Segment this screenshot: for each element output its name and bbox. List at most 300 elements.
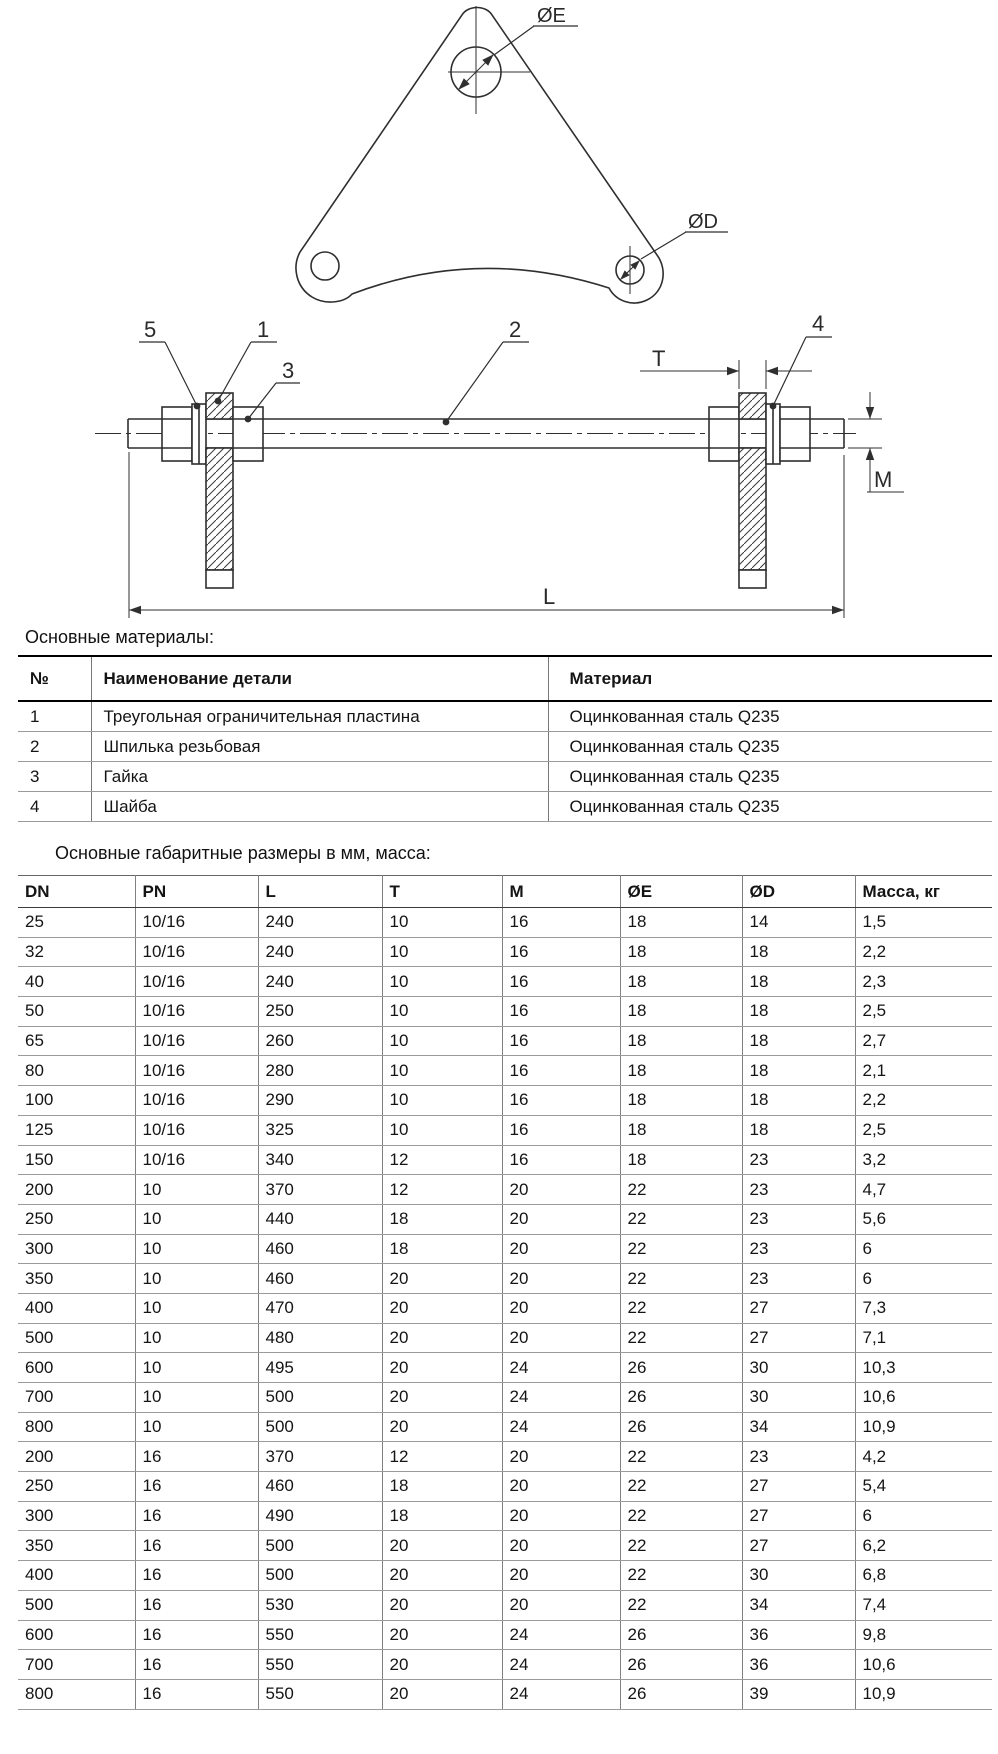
cell: 10/16 bbox=[135, 1026, 258, 1056]
cell: 2,5 bbox=[855, 1115, 992, 1145]
table-row bbox=[18, 1264, 992, 1294]
part-label-1: 1 bbox=[257, 317, 270, 342]
cell: 250 bbox=[18, 1204, 135, 1234]
cell: 800 bbox=[18, 1679, 135, 1709]
cell: Шайба bbox=[91, 792, 548, 822]
cell: 20 bbox=[502, 1531, 620, 1561]
cell: 280 bbox=[258, 1056, 382, 1086]
cell: 26 bbox=[620, 1620, 742, 1650]
cell: 495 bbox=[258, 1353, 382, 1383]
cell: 10/16 bbox=[135, 967, 258, 997]
cell: 500 bbox=[258, 1531, 382, 1561]
cell: 16 bbox=[135, 1590, 258, 1620]
table-row bbox=[18, 1620, 992, 1650]
right-washer bbox=[766, 404, 780, 464]
cell: 500 bbox=[18, 1323, 135, 1353]
cell: 6 bbox=[855, 1501, 992, 1531]
cell: 16 bbox=[502, 1086, 620, 1116]
cell: 700 bbox=[18, 1383, 135, 1413]
cell: 20 bbox=[502, 1501, 620, 1531]
cell: 10 bbox=[135, 1323, 258, 1353]
hole-left bbox=[311, 252, 339, 280]
cell: 20 bbox=[502, 1561, 620, 1591]
cell: 9,8 bbox=[855, 1620, 992, 1650]
table-row bbox=[18, 1175, 992, 1205]
table-row bbox=[18, 1353, 992, 1383]
cell: 27 bbox=[742, 1293, 855, 1323]
cell: 20 bbox=[382, 1679, 502, 1709]
cell: 2,7 bbox=[855, 1026, 992, 1056]
cell: 16 bbox=[135, 1531, 258, 1561]
cell: 490 bbox=[258, 1501, 382, 1531]
table-row bbox=[18, 1412, 992, 1442]
cell: 20 bbox=[382, 1590, 502, 1620]
cell: 18 bbox=[382, 1472, 502, 1502]
table-row bbox=[18, 967, 992, 997]
cell: 22 bbox=[620, 1472, 742, 1502]
cell: 480 bbox=[258, 1323, 382, 1353]
cell: Оцинкованная сталь Q235 bbox=[548, 701, 992, 732]
cell: 18 bbox=[620, 1086, 742, 1116]
cell: 34 bbox=[742, 1412, 855, 1442]
cell: 32 bbox=[18, 937, 135, 967]
cell: 65 bbox=[18, 1026, 135, 1056]
cell: 10 bbox=[382, 908, 502, 938]
table-row bbox=[18, 1086, 992, 1116]
cell: 20 bbox=[382, 1620, 502, 1650]
cell: 18 bbox=[742, 997, 855, 1027]
table-row bbox=[18, 1323, 992, 1353]
cell: 2,1 bbox=[855, 1056, 992, 1086]
materials-header-row bbox=[18, 656, 992, 701]
left-outer-nut bbox=[162, 407, 192, 461]
cell: 50 bbox=[18, 997, 135, 1027]
top-view-triangular-plate bbox=[296, 5, 728, 303]
dimensions-table bbox=[18, 875, 992, 1710]
table-row bbox=[18, 1115, 992, 1145]
cell: 550 bbox=[258, 1650, 382, 1680]
cell: 200 bbox=[18, 1175, 135, 1205]
cell: 10 bbox=[382, 1026, 502, 1056]
dim-t-label: T bbox=[652, 346, 666, 371]
cell: 440 bbox=[258, 1204, 382, 1234]
cell: 18 bbox=[620, 908, 742, 938]
table-row bbox=[18, 908, 992, 938]
part-label-2: 2 bbox=[509, 317, 522, 342]
cell: 24 bbox=[502, 1412, 620, 1442]
left-inner-nut bbox=[233, 407, 263, 461]
cell: 16 bbox=[135, 1650, 258, 1680]
cell: 20 bbox=[502, 1175, 620, 1205]
cell: 16 bbox=[502, 1026, 620, 1056]
materials-table bbox=[18, 655, 992, 822]
cell: 550 bbox=[258, 1679, 382, 1709]
cell: 6,2 bbox=[855, 1531, 992, 1561]
cell: 500 bbox=[258, 1383, 382, 1413]
cell: 7,4 bbox=[855, 1590, 992, 1620]
cell: 2,2 bbox=[855, 937, 992, 967]
cell: 24 bbox=[502, 1383, 620, 1413]
cell: 18 bbox=[620, 1145, 742, 1175]
cell: 12 bbox=[382, 1145, 502, 1175]
cell: 39 bbox=[742, 1679, 855, 1709]
cell: 26 bbox=[620, 1353, 742, 1383]
cell: 16 bbox=[135, 1679, 258, 1709]
cell: 23 bbox=[742, 1442, 855, 1472]
cell: 18 bbox=[382, 1234, 502, 1264]
cell: 10/16 bbox=[135, 997, 258, 1027]
cell: 370 bbox=[258, 1442, 382, 1472]
table-row bbox=[18, 732, 992, 762]
table-row bbox=[18, 1650, 992, 1680]
part-label-5: 5 bbox=[144, 317, 157, 342]
cell: 530 bbox=[258, 1590, 382, 1620]
left-plate-section bbox=[206, 393, 233, 588]
cell: 23 bbox=[742, 1175, 855, 1205]
cell: 26 bbox=[620, 1412, 742, 1442]
cell: 18 bbox=[742, 937, 855, 967]
cell: 300 bbox=[18, 1501, 135, 1531]
table-row bbox=[18, 1293, 992, 1323]
cell: 10 bbox=[135, 1264, 258, 1294]
cell: 6 bbox=[855, 1264, 992, 1294]
cell: 460 bbox=[258, 1264, 382, 1294]
header-cell: ØD bbox=[742, 876, 855, 908]
cell: 2,2 bbox=[855, 1086, 992, 1116]
table-row bbox=[18, 1472, 992, 1502]
header-cell: ØE bbox=[620, 876, 742, 908]
cell: 25 bbox=[18, 908, 135, 938]
cell: 10 bbox=[382, 937, 502, 967]
cell: 24 bbox=[502, 1353, 620, 1383]
cell: 18 bbox=[620, 997, 742, 1027]
side-view-stud-assembly bbox=[95, 311, 904, 618]
cell: 30 bbox=[742, 1561, 855, 1591]
part-label-3: 3 bbox=[282, 358, 295, 383]
cell: 27 bbox=[742, 1323, 855, 1353]
cell: 20 bbox=[502, 1472, 620, 1502]
header-cell: T bbox=[382, 876, 502, 908]
cell: 1 bbox=[18, 701, 91, 732]
dimension-t bbox=[640, 360, 812, 389]
cell: 370 bbox=[258, 1175, 382, 1205]
dim-l-label: L bbox=[543, 584, 556, 609]
cell: 16 bbox=[502, 1145, 620, 1175]
cell: 240 bbox=[258, 937, 382, 967]
header-cell: DN bbox=[18, 876, 135, 908]
cell: 20 bbox=[502, 1323, 620, 1353]
cell: 260 bbox=[258, 1026, 382, 1056]
cell: 12 bbox=[382, 1175, 502, 1205]
cell: 2,5 bbox=[855, 997, 992, 1027]
cell: 10 bbox=[135, 1383, 258, 1413]
cell: 240 bbox=[258, 908, 382, 938]
cell: 18 bbox=[620, 1026, 742, 1056]
dim-m-label: M bbox=[874, 467, 893, 492]
table-row bbox=[18, 1679, 992, 1709]
dimensions-header-row bbox=[18, 876, 992, 908]
cell: 1,5 bbox=[855, 908, 992, 938]
cell: 10 bbox=[135, 1234, 258, 1264]
cell: 22 bbox=[620, 1204, 742, 1234]
cell: 300 bbox=[18, 1234, 135, 1264]
cell: 36 bbox=[742, 1620, 855, 1650]
hole-e-label: ØE bbox=[537, 5, 566, 27]
cell: 20 bbox=[382, 1650, 502, 1680]
cell: 26 bbox=[620, 1650, 742, 1680]
cell: 18 bbox=[742, 967, 855, 997]
cell: 125 bbox=[18, 1115, 135, 1145]
table-row bbox=[18, 1056, 992, 1086]
cell: 34 bbox=[742, 1590, 855, 1620]
cell: 30 bbox=[742, 1353, 855, 1383]
cell: 23 bbox=[742, 1145, 855, 1175]
cell: Оцинкованная сталь Q235 bbox=[548, 732, 992, 762]
cell: 18 bbox=[742, 1056, 855, 1086]
cell: 23 bbox=[742, 1234, 855, 1264]
cell: 10/16 bbox=[135, 937, 258, 967]
cell: 6 bbox=[855, 1234, 992, 1264]
cell: 22 bbox=[620, 1501, 742, 1531]
table-row bbox=[18, 792, 992, 822]
cell: 100 bbox=[18, 1086, 135, 1116]
cell: Оцинкованная сталь Q235 bbox=[548, 792, 992, 822]
cell: 3 bbox=[18, 762, 91, 792]
cell: 20 bbox=[382, 1353, 502, 1383]
cell: 20 bbox=[382, 1561, 502, 1591]
cell: 22 bbox=[620, 1323, 742, 1353]
cell: 18 bbox=[742, 1026, 855, 1056]
cell: 20 bbox=[382, 1412, 502, 1442]
cell: 22 bbox=[620, 1293, 742, 1323]
cell: 10 bbox=[135, 1204, 258, 1234]
cell: 10 bbox=[382, 1115, 502, 1145]
cell: 36 bbox=[742, 1650, 855, 1680]
header-cell: Материал bbox=[548, 656, 992, 701]
cell: 20 bbox=[502, 1590, 620, 1620]
cell: 18 bbox=[620, 1115, 742, 1145]
cell: 16 bbox=[502, 1115, 620, 1145]
cell: 18 bbox=[382, 1204, 502, 1234]
cell: 2,3 bbox=[855, 967, 992, 997]
cell: 400 bbox=[18, 1293, 135, 1323]
cell: 18 bbox=[742, 1086, 855, 1116]
cell: 12 bbox=[382, 1442, 502, 1472]
cell: 16 bbox=[502, 937, 620, 967]
cell: 10 bbox=[135, 1293, 258, 1323]
cell: 10,9 bbox=[855, 1412, 992, 1442]
header-cell: № bbox=[18, 656, 91, 701]
cell: 80 bbox=[18, 1056, 135, 1086]
right-outer-nut bbox=[780, 407, 810, 461]
cell: 27 bbox=[742, 1501, 855, 1531]
cell: 10,9 bbox=[855, 1679, 992, 1709]
cell: 10 bbox=[382, 967, 502, 997]
cell: Треугольная ограничительная пластина bbox=[91, 701, 548, 732]
cell: 7,3 bbox=[855, 1293, 992, 1323]
materials-heading: Основные материалы: bbox=[25, 627, 214, 647]
cell: Шпилька резьбовая bbox=[91, 732, 548, 762]
cell: 30 bbox=[742, 1383, 855, 1413]
cell: 10,6 bbox=[855, 1383, 992, 1413]
header-cell: Наименование детали bbox=[91, 656, 548, 701]
cell: 325 bbox=[258, 1115, 382, 1145]
hole-d-label: ØD bbox=[688, 211, 718, 233]
dimension-l bbox=[129, 452, 844, 618]
cell: 400 bbox=[18, 1561, 135, 1591]
cell: 20 bbox=[502, 1234, 620, 1264]
cell: 16 bbox=[502, 1056, 620, 1086]
dimensions-heading: Основные габаритные размеры в мм, масса: bbox=[55, 843, 431, 863]
cell: Оцинкованная сталь Q235 bbox=[548, 762, 992, 792]
cell: 150 bbox=[18, 1145, 135, 1175]
cell: 20 bbox=[502, 1264, 620, 1294]
cell: 22 bbox=[620, 1175, 742, 1205]
dimensions-table-body bbox=[18, 908, 992, 1710]
cell: 10 bbox=[135, 1412, 258, 1442]
cell: 250 bbox=[18, 1472, 135, 1502]
cell: Гайка bbox=[91, 762, 548, 792]
cell: 800 bbox=[18, 1412, 135, 1442]
cell: 24 bbox=[502, 1620, 620, 1650]
cell: 16 bbox=[135, 1620, 258, 1650]
cell: 5,6 bbox=[855, 1204, 992, 1234]
cell: 18 bbox=[382, 1501, 502, 1531]
cell: 600 bbox=[18, 1353, 135, 1383]
header-cell: Масса, кг bbox=[855, 876, 992, 908]
cell: 22 bbox=[620, 1590, 742, 1620]
cell: 16 bbox=[502, 908, 620, 938]
table-row bbox=[18, 937, 992, 967]
cell: 10/16 bbox=[135, 1145, 258, 1175]
cell: 350 bbox=[18, 1531, 135, 1561]
cell: 4,7 bbox=[855, 1175, 992, 1205]
cell: 22 bbox=[620, 1234, 742, 1264]
table-row bbox=[18, 1204, 992, 1234]
cell: 460 bbox=[258, 1472, 382, 1502]
cell: 18 bbox=[620, 1056, 742, 1086]
cell: 500 bbox=[258, 1412, 382, 1442]
cell: 18 bbox=[620, 937, 742, 967]
table-row bbox=[18, 997, 992, 1027]
cell: 10 bbox=[382, 997, 502, 1027]
cell: 470 bbox=[258, 1293, 382, 1323]
cell: 20 bbox=[502, 1442, 620, 1472]
cell: 20 bbox=[382, 1264, 502, 1294]
cell: 2 bbox=[18, 732, 91, 762]
label-diameter-d bbox=[641, 232, 728, 259]
header-cell: PN bbox=[135, 876, 258, 908]
cell: 10 bbox=[135, 1175, 258, 1205]
table-row bbox=[18, 1531, 992, 1561]
cell: 460 bbox=[258, 1234, 382, 1264]
cell: 7,1 bbox=[855, 1323, 992, 1353]
cell: 20 bbox=[382, 1323, 502, 1353]
cell: 23 bbox=[742, 1204, 855, 1234]
cell: 350 bbox=[18, 1264, 135, 1294]
right-plate-section bbox=[739, 393, 766, 588]
cell: 27 bbox=[742, 1472, 855, 1502]
cell: 20 bbox=[382, 1383, 502, 1413]
cell: 240 bbox=[258, 967, 382, 997]
cell: 10/16 bbox=[135, 1086, 258, 1116]
header-cell: M bbox=[502, 876, 620, 908]
table-row bbox=[18, 1383, 992, 1413]
right-inner-nut bbox=[709, 407, 739, 461]
label-diameter-e bbox=[494, 26, 578, 55]
cell: 20 bbox=[502, 1293, 620, 1323]
cell: 200 bbox=[18, 1442, 135, 1472]
table-row bbox=[18, 1442, 992, 1472]
cell: 26 bbox=[620, 1383, 742, 1413]
cell: 40 bbox=[18, 967, 135, 997]
cell: 550 bbox=[258, 1620, 382, 1650]
cell: 16 bbox=[135, 1472, 258, 1502]
cell: 340 bbox=[258, 1145, 382, 1175]
cell: 22 bbox=[620, 1561, 742, 1591]
cell: 10 bbox=[135, 1353, 258, 1383]
cell: 700 bbox=[18, 1650, 135, 1680]
cell: 22 bbox=[620, 1442, 742, 1472]
cell: 22 bbox=[620, 1264, 742, 1294]
table-row bbox=[18, 762, 992, 792]
cell: 23 bbox=[742, 1264, 855, 1294]
cell: 16 bbox=[502, 997, 620, 1027]
table-row bbox=[18, 1590, 992, 1620]
cell: 24 bbox=[502, 1679, 620, 1709]
cell: 10/16 bbox=[135, 1115, 258, 1145]
cell: 4,2 bbox=[855, 1442, 992, 1472]
table-row bbox=[18, 701, 992, 732]
technical-drawing bbox=[0, 0, 998, 622]
cell: 24 bbox=[502, 1650, 620, 1680]
part-label-4: 4 bbox=[812, 311, 825, 336]
cell: 10 bbox=[382, 1056, 502, 1086]
cell: 26 bbox=[620, 1679, 742, 1709]
cell: 14 bbox=[742, 908, 855, 938]
table-row bbox=[18, 1145, 992, 1175]
table-row bbox=[18, 1234, 992, 1264]
cell: 3,2 bbox=[855, 1145, 992, 1175]
cell: 5,4 bbox=[855, 1472, 992, 1502]
cell: 18 bbox=[620, 967, 742, 997]
cell: 27 bbox=[742, 1531, 855, 1561]
cell: 16 bbox=[135, 1561, 258, 1591]
cell: 10 bbox=[382, 1086, 502, 1116]
cell: 4 bbox=[18, 792, 91, 822]
table-row bbox=[18, 1026, 992, 1056]
materials-table-body bbox=[18, 701, 992, 822]
header-cell: L bbox=[258, 876, 382, 908]
cell: 16 bbox=[135, 1501, 258, 1531]
left-washer bbox=[192, 404, 206, 464]
plate-outline bbox=[296, 8, 663, 303]
cell: 10/16 bbox=[135, 908, 258, 938]
cell: 290 bbox=[258, 1086, 382, 1116]
cell: 16 bbox=[502, 967, 620, 997]
cell: 10/16 bbox=[135, 1056, 258, 1086]
cell: 500 bbox=[258, 1561, 382, 1591]
cell: 16 bbox=[135, 1442, 258, 1472]
cell: 20 bbox=[502, 1204, 620, 1234]
cell: 250 bbox=[258, 997, 382, 1027]
cell: 6,8 bbox=[855, 1561, 992, 1591]
cell: 500 bbox=[18, 1590, 135, 1620]
cell: 10,6 bbox=[855, 1650, 992, 1680]
cell: 20 bbox=[382, 1531, 502, 1561]
cell: 20 bbox=[382, 1293, 502, 1323]
table-row bbox=[18, 1501, 992, 1531]
